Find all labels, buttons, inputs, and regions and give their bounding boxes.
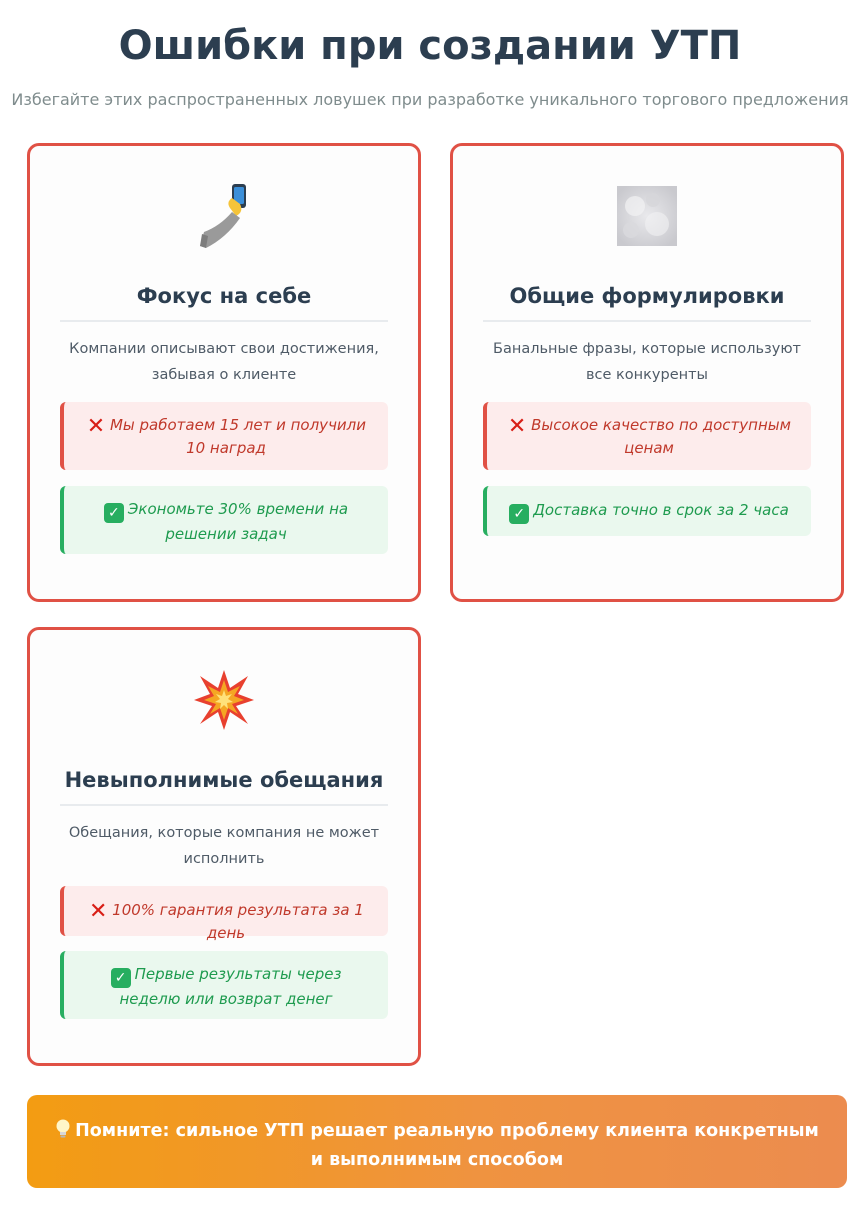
card-title: Фокус на себе xyxy=(60,282,388,322)
cross-mark-icon: ✕ xyxy=(507,414,527,439)
page-subtitle: Избегайте этих распространенных ловушек при разработке уникального торгового предложения xyxy=(11,90,849,109)
good-example-text: Доставка точно в срок за 2 часа xyxy=(533,501,789,519)
lightbulb-icon xyxy=(55,1119,71,1147)
card-description: Компании описывают свои достижения, забывая о клиенте xyxy=(69,341,379,383)
bad-example xyxy=(60,402,388,470)
selfie-icon xyxy=(192,182,256,250)
reminder-banner xyxy=(27,1095,847,1188)
good-example xyxy=(60,486,388,554)
card-title: Невыполнимые обещания xyxy=(60,766,388,806)
check-mark-icon: ✓ xyxy=(104,503,124,523)
bad-example-text: 100% гарантия результата за 1 день xyxy=(112,901,364,942)
mistake-card-impossible-promises xyxy=(27,627,421,1066)
check-mark-icon: ✓ xyxy=(509,504,529,524)
cross-mark-icon: ✕ xyxy=(88,899,108,924)
reminder-text: Помните: сильное УТП решает реальную проблему клиента конкретным и выполнимым способом xyxy=(75,1121,819,1170)
card-description: Банальные фразы, которые используют все конкуренты xyxy=(493,341,801,383)
check-mark-icon: ✓ xyxy=(111,968,131,988)
bad-example xyxy=(483,402,811,470)
card-description: Обещания, которые компания не может исполнить xyxy=(68,825,380,867)
bad-example-text: Мы работаем 15 лет и получили 10 наград xyxy=(109,416,367,457)
good-example-text: Экономьте 30% времени на решении задач xyxy=(127,500,349,543)
bad-example-text: Высокое качество по доступным ценам xyxy=(531,416,791,457)
good-example-text: Первые результаты через неделю или возврат денег xyxy=(119,965,342,1008)
good-example xyxy=(483,486,811,536)
cross-mark-icon: ✕ xyxy=(86,414,106,439)
bad-example xyxy=(60,886,388,942)
fog-icon xyxy=(615,182,679,250)
good-example xyxy=(60,951,388,1019)
page-header xyxy=(0,0,860,110)
card-title: Общие формулировки xyxy=(483,282,811,322)
mistake-card-generic-phrases xyxy=(450,143,844,602)
page-title: Ошибки при создании УТП xyxy=(118,23,742,69)
collision-icon xyxy=(192,666,256,734)
mistake-card-self-focus xyxy=(27,143,421,602)
